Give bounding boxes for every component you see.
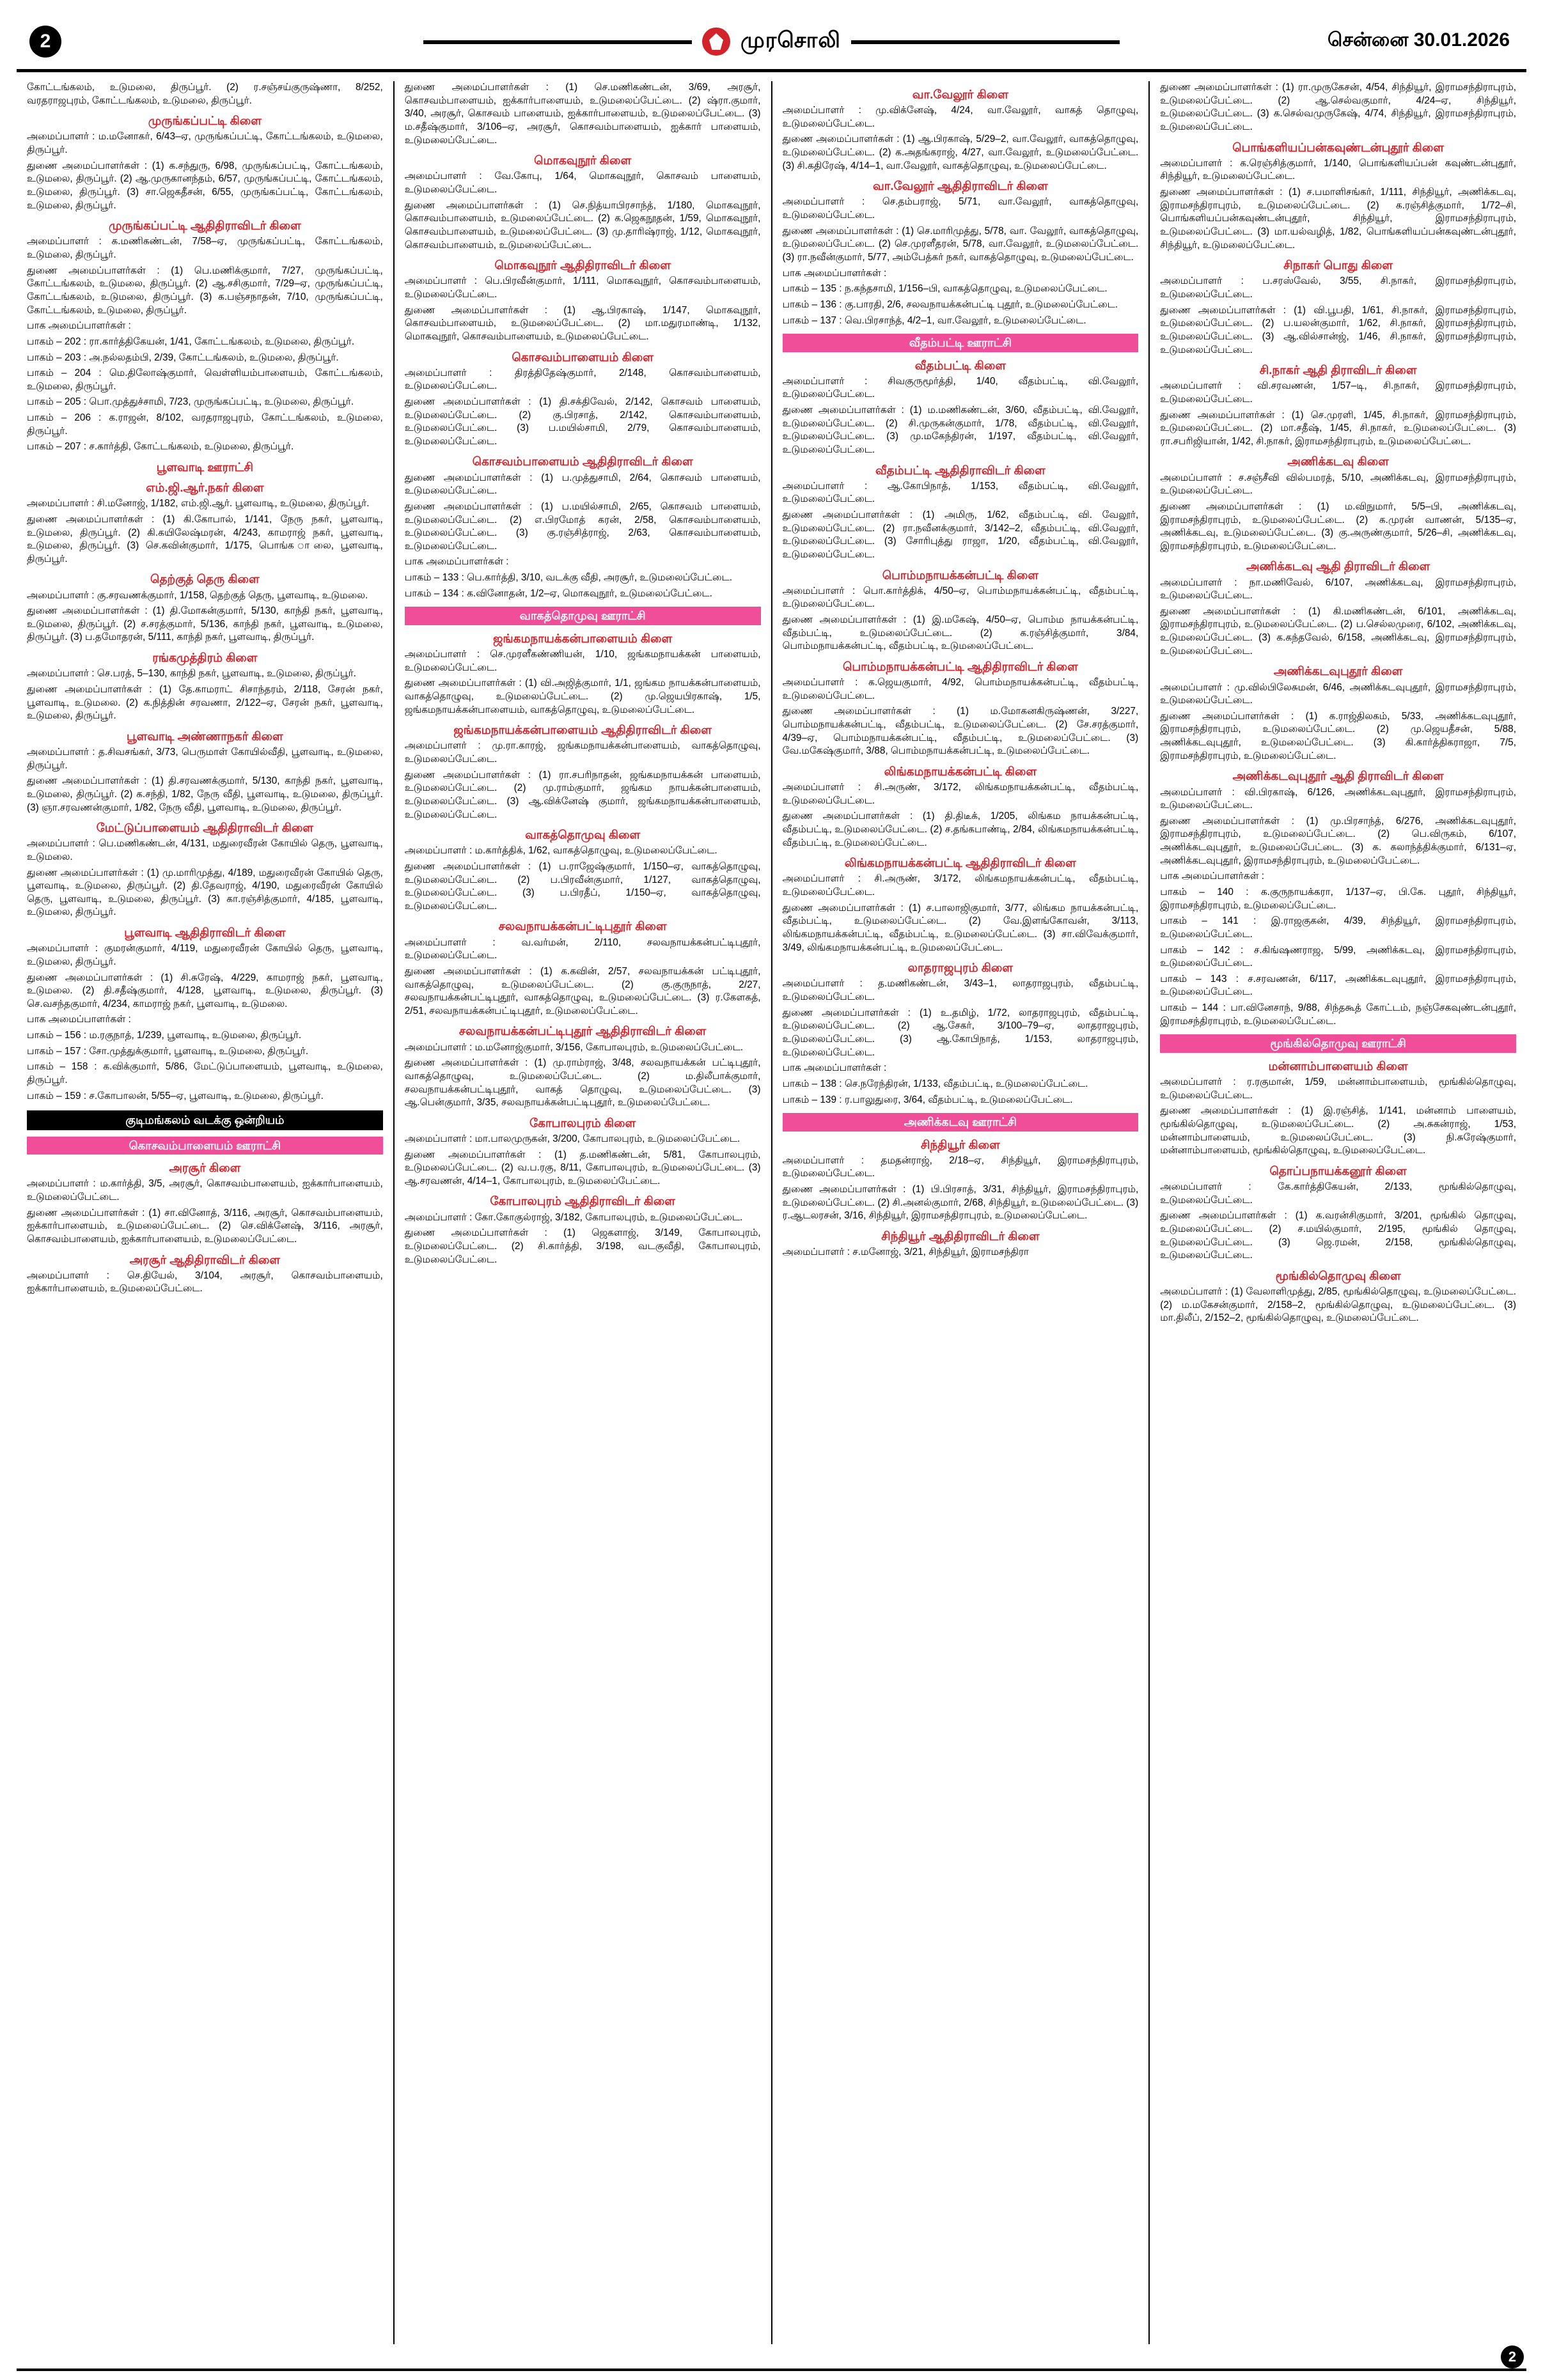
body-paragraph: துணை அமைப்பாளர்கள் : (1) கி.மணிகண்டன், 6/101, அணிக்கடவு, இராமசந்திராபுரம், உடுமலைப்பேட்டை. (2) ப.செல்லமுரை, 6/102, அணிக்கடவு, உடுமலைப்பேட்டை. (3) க.கந்தவேல், 6/158, அணிக்கடவு, இராமசந்திராபுரம், உடுமலைப்பேட்டை.: [1160, 605, 1516, 657]
branch-heading: சிந்தியூர் ஆதிதிராவிடர் கிளை: [881, 1229, 1040, 1243]
flame-logo-icon: [702, 27, 730, 56]
branch-heading: பூளவாடி அண்ணாநகர் கிளை: [127, 729, 283, 743]
body-paragraph: பாகம் – 142 : ச.கிங்ஷணராஜ, 5/99, அணிக்கடவு, இராமசந்திராபுரம், உடுமலைப்பேட்டை.: [1160, 944, 1516, 969]
body-paragraph: அமைப்பாளர் : மு.ரா.காரஜ், ஜங்கமநாயக்கன்பாளையம், வாகத்தொழுவு, உடுமலைப்பேட்டை.: [404, 740, 761, 765]
body-paragraph: அமைப்பாளர் : க.ரெஞ்சித்குமார், 1/140, பொங்களியப்பன் கவுண்டன்புதூர், சிந்தியூர், உடுமலைப்பேட்டை.: [1160, 157, 1516, 182]
body-paragraph: துணை அமைப்பாளர்கள் : (1) சி.சுரேஷ், 4/229, காமராஜ் நகர், பூளவாடி, உடுமலை. (2) தி.சதீஷ்குமார், 4/128, பூளவாடி, உடுமலை, திருப்பூர். (3) செ.வசந்தகுமார், 4/234, காமராஜ் நகர், பூளவாடி, உடுமலை.: [27, 972, 383, 1009]
body-paragraph: அமைப்பாளர் : மு.விக்னேஷ், 4/24, வா.வேலூர், வாகத் தொழுவு, உடுமலைப்பேட்டை.: [782, 105, 1139, 129]
body-paragraph: துணை அமைப்பாளர்கள் : (1) தி.மோகன்குமார், 5/130, காந்தி நகர், பூளவாடி, உடுமலை, திருப்பூர். (2) ச.சரத்குமார், 5/136, காந்தி நகர், பூளவாடி, உடுமலை, திருப்பூர். (3) ப.தமோதரன், 5/111, காந்தி நகர், பூளவாடி, திருப்பூர்.: [27, 605, 383, 643]
body-paragraph: பாகம் – 207 : ச.கார்த்தி, கோட்டங்கலம், உடுமலை, திருப்பூர்.: [27, 441, 294, 453]
body-paragraph: பாகம் – 140 : க.குருநாயக்கரா, 1/137–ஏ, பி.கே. புதூர், சிந்தியூர், இராமசந்திராபுரம், உடுமலைப்பேட்டை.: [1160, 886, 1516, 911]
branch-heading: கோபாலபுரம் ஆதிதிராவிடர் கிளை: [490, 1194, 675, 1208]
branch-heading: அரசூர் கிளை: [169, 1161, 241, 1175]
panchayat-heading: வீதம்பட்டி ஊராட்சி: [783, 334, 1139, 352]
body-paragraph: துணை அமைப்பாளர்கள் : (1) பெ.மணிக்குமார், 7/27, முருங்கப்பட்டி, கோட்டங்கலம், உடுமலை, திருப்பூர். (2) ஆ.சசிகுமார், 7/29–ஏ, முருங்கப்பட்டி, கோட்டங்கலம், உடுமலை, திருப்பூர். (3) க.பஞ்சநாதன், 7/10, முருங்கப்பட்டி, கோட்டங்கலம், உடுமலை, திருப்பூர்.: [27, 265, 383, 316]
panchayat-heading: கொசவம்பாளையம் ஊராட்சி: [27, 1137, 383, 1155]
panchayat-heading: வாகத்தொமுவு ஊராட்சி: [405, 607, 761, 625]
body-paragraph: துணை அமைப்பாளர்கள் : (1) ரா.சபரிநாதன், ஜங்கமநாயக்கன் பாளையம், உடுமலைப்பேட்டை. (2) மு.ராம்குமார், ஜங்கம நாயக்கன்பாளையம், உடுமலைப்பேட்டை. (3) ஆ.விக்னேஷ் குமார், ஜங்கமநாயக்கன்பாளையம், உடுமலைப்பேட்டை.: [404, 769, 761, 820]
branch-heading: சிநாகர் பொது கிளை: [1283, 258, 1393, 272]
body-paragraph: அமைப்பாளர் : சி.அருண், 3/172, லிங்கமநாயக்கன்பட்டி, வீதம்பட்டி, உடுமலைப்பேட்டை.: [782, 782, 1139, 806]
body-paragraph: அமைப்பாளர் : திரத்திதேஷ்குமார், 2/148, கொசவம்பாளையம், உடுமலைப்பேட்டை.: [404, 367, 761, 392]
body-paragraph: பாகம் – 159 : ச.கோபாலன், 5/55–ஏ, பூளவாடி, உடுமலை, திருப்பூர்.: [27, 1090, 324, 1101]
body-paragraph: துணை அமைப்பாளர்கள் : (1) ப.முத்துசாமி, 2/64, கொசவம் பாளையம், உடுமலைப்பேட்டை.: [404, 472, 761, 497]
footer-rule: [17, 2368, 1526, 2371]
body-paragraph: துணை அமைப்பாளர்கள் : (1) த.மணிகண்டன், 5/81, கோபாலபுரம், உடுமலைப்பேட்டை. (2) வ.ப.ரகு, 8/11, கோபாலபுரம், உடுமலைப்பேட்டை. (3) ஆ.சரவணன், 4/14–1, கோபாலபுரம், உடுமலைப்பேட்டை.: [404, 1149, 761, 1186]
branch-heading: மொகவுநூர் கிளை: [534, 153, 632, 167]
branch-heading: தொப்பநாயக்கனூர் கிளை: [1269, 1163, 1407, 1178]
column-container: [17, 81, 1526, 2344]
body-paragraph: துணை அமைப்பாளர்கள் : (1) ச.பமாளிசங்கர், 1/111, சிந்தியூர், அணிக்கடவு, இராமசந்திராபுரம், உடுமலைப்பேட்டை. (2) க.ரஞ்சித்குமார், 1/72–சி, பொங்களியப்பன்கவுண்டன்புதூர், சிந்தியூர், இராமசந்திராபுரம், உடுமலைப்பேட்டை. (3) மா.யல்வழித், 1/82, பொங்களியப்பன்கவுண்டன்புதூர், சிந்தியூர், உடுமலைப்பேட்டை.: [1160, 186, 1516, 251]
body-paragraph: அமைப்பாளர் : மு.வில்பிலேசுமன், 6/46, அணிக்கடவுபுதூர், இராமசந்திராபுரம், உடுமலைப்பேட்டை.: [1160, 681, 1516, 706]
body-paragraph: துணை அமைப்பாளர்கள் : (1) ப.ராஜேஷ்குமார், 1/150–ஏ, வாகத்தொழுவு, உடுமலைப்பேட்டை. (2) ப.பிரவீன்குமார், 1/127, வாகத்தொழுவு, உடுமலைப்பேட்டை. (3) ப.பிரதீப், 1/150–ஏ, வாகத்தொழுவு, உடுமலைப்பேட்டை.: [404, 860, 761, 912]
body-paragraph: அமைப்பாளர் : செ.தியேல், 3/104, அரசூர், கொசவம்பாளையம், ஐக்கார்பாளையம், உடுமலைப்பேட்டை.: [27, 1270, 383, 1295]
branch-heading: கொசவம்பாளையம் ஆதிதிராவிடர் கிளை: [472, 455, 693, 469]
body-paragraph: பாக அமைப்பாளர்கள் :: [404, 556, 509, 568]
body-paragraph: துணை அமைப்பாளர்கள் : (1) செ.நித்யாபிரசாந்த், 1/180, மொகவுநூர், கொசவம்பாளையம், உடுமலைப்பேட்டை. (2) க.ஜெகநூதன், 1/59, மொகவுநூர், கொசவம்பாளையம், உடுமலைப்பேட்டை. (3) மு.தாரிஷ்ராஜ், 1/12, மொகவுநூர், கொசவம்பாளையம், உடுமலைப்பேட்டை.: [404, 199, 761, 251]
body-paragraph: பாகம் – 158 : க.விக்குமார், 5/86, மேட்டுப்பாளையம், பூளவாடி, உடுமலை, திருப்பூர்.: [27, 1061, 383, 1085]
column-4: [1150, 81, 1526, 2344]
body-paragraph: அமைப்பாளர் : தமதன்ராஜ், 2/18–ஏ, சிந்தியூர், இராமசந்திராபுரம், உடுமலைப்பேட்டை.: [782, 1155, 1139, 1179]
body-paragraph: பாகம் – 204 : மெ.திலோஷ்குமார், வெள்ளியம்பாளையம், கோட்டங்கலம், உடுமலை, திருப்பூர்.: [27, 368, 383, 392]
body-paragraph: அமைப்பாளர் : பெ.மணிகண்டன், 4/131, மதுரைவீரன் கோயில் தெரு, பூளவாடி, உடுமலை.: [27, 838, 383, 862]
body-paragraph: துணை அமைப்பாளர்கள் : (1) க.வரன்சிகுமார், 3/201, மூங்கில் தொழுவு, உடுமலைப்பேட்டை. (2) ச.மயில்குமார், 2/195, மூங்கில் தொழுவு, உடுமலைப்பேட்டை. (3) ஜெ.ரமன், 2/158, மூங்கில்தொழுவு, உடுமலைப்பேட்டை.: [1160, 1210, 1516, 1261]
body-paragraph: துணை அமைப்பாளர்கள் : (1) ப.மயில்சாமி, 2/65, கொசவம் பாளையம், உடுமலைப்பேட்டை. (2) எ.பிரமோத் கரன், 2/58, கொசவம்பாளையம், உடுமலைப்பேட்டை. (3) கு.ரஞ்சித்ராஜ், 2/63, கொசவம்பாளையம், உடுமலைப்பேட்டை.: [404, 501, 761, 552]
body-paragraph: துணை அமைப்பாளர்கள் : (1) அமிரு, 1/62, வீதம்பட்டி, வி. வேலூர், உடுமலைப்பேட்டை. (2) ரா.நவீனக்குமார், 3/142–2, வீதம்பட்டி, வி.வேலூர், உடுமலைப்பேட்டை. (3) சோரிபுத்து ராஜா, 1/20, வீதம்பட்டி, வி.வேலூர், உடுமலைப்பேட்டை.: [782, 509, 1139, 561]
body-paragraph: பாகம் – 141 : இ.ராஜகுகன், 4/39, சிந்தியூர், இராமசந்திராபுரம், உடுமலைப்பேட்டை.: [1160, 915, 1516, 940]
body-paragraph: அமைப்பாளர் : சி.மனோஜ், 1/182, எம்.ஜி.ஆர். பூளவாடி, உடுமலை, திருப்பூர்.: [27, 498, 370, 509]
branch-heading: முருங்கப்பட்டி ஆதிதிராவிடர் கிளை: [109, 219, 301, 233]
body-paragraph: கோட்டங்கலம், உடுமலை, திருப்பூர். (2) ர.சஞ்சய்குருஷ்ணா, 8/252, வரதராஜபுரம், கோட்டங்கலம், உடுமலை, திருப்பூர்.: [27, 82, 383, 106]
branch-heading: சி.நாகர் ஆதி திராவிடர் கிளை: [1259, 363, 1417, 377]
branch-heading: சலவநாயக்கன்பட்டிபுதூர் ஆதிதிராவிடர் கிளை: [458, 1024, 707, 1038]
column-2: [395, 81, 772, 2344]
column-3: [772, 81, 1150, 2344]
body-paragraph: அமைப்பாளர் : செ.தம்பராஜ், 5/71, வா.வேலூர், வாகத்தொழுவு, உடுமலைப்பேட்டை.: [782, 196, 1139, 221]
branch-heading: மேட்டுப்பாளையம் ஆதிதிராவிடர் கிளை: [96, 821, 314, 835]
body-paragraph: துணை அமைப்பாளர்கள் : (1) வி.அஜித்குமார், 1/1, ஜங்கம நாயக்கன்பாளையம், வாகத்தொழுவு, உடுமலைப்பேட்டை. (2) மு.ஜெயபிரகாஷ், 1/5, ஜங்கமநாயக்கன்பாளையம், வாகத்தொழுவு, உடுமலைப்பேட்டை.: [404, 678, 761, 715]
branch-heading: அணிக்கடவு ஆதி திராவிடர் கிளை: [1246, 559, 1430, 573]
body-paragraph: பாகம் – 205 : பொ.முத்துச்சாமி, 7/23, முருங்கப்பட்டி, உடுமலை, திருப்பூர்.: [27, 396, 354, 408]
page-title: முரசொலி: [740, 27, 841, 52]
body-paragraph: அமைப்பாளர் : வி.சரவணன், 1/57–டி, சி.நாகர், இராமசந்திராபுரம், உடுமலைப்பேட்டை.: [1160, 380, 1516, 405]
branch-heading: அணிக்கடவு கிளை: [1287, 455, 1389, 469]
body-paragraph: துணை அமைப்பாளர்கள் : (1) ச.பாலாஜிகுமார், 3/77, லிங்கம நாயக்கன்பட்டி, வீதம்பட்டி, உடுமலைப்பேட்டை. (2) வே.இளங்கோவன், 3/113, லிங்கமநாயக்கன்பட்டி, வீதம்பட்டி, உடுமலைப்பேட்டை. (3) சா.விவேக்குமார், 3/49, லிங்கமநாயக்கன்பட்டி, உடுமலைப்பேட்டை.: [782, 902, 1139, 953]
body-paragraph: துணை அமைப்பாளர்கள் : (1) பி.பிரசாத், 3/31, சிந்தியூர், இராமசந்திராபுரம், உடுமலைப்பேட்டை. (2) சி.அனல்குமார், 2/68, சிந்தியூர், உடுமலைப்பேட்டை. (3) ர.ஆடலரசன், 3/16, சிந்தியூர், இராமசந்திராபுரம், உடுமலைப்பேட்டை.: [782, 1184, 1139, 1222]
body-paragraph: அமைப்பாளர் : வி.பிரகாஷ், 6/126, அணிக்கடவுபுதூர், இராமசந்திராபுரம், உடுமலைப்பேட்டை.: [1160, 786, 1516, 811]
masthead-rule-left: [423, 40, 692, 44]
body-paragraph: துணை அமைப்பாளர்கள் : (1) செ.மாரிமுத்து, 5/78, வா. வேலூர், வாகத்தொழுவு, உடுமலைப்பேட்டை. (2) செ.முரளீதரன், 5/78, வா.வேலூர், உடுமலைப்பேட்டை. (3) ரா.நவீன்குமார், 5/77, அம்பேத்கர் நகர், வாகத்தொழுவு, உடுமலைப்பேட்டை.: [782, 225, 1139, 263]
body-paragraph: பாகம் – 157 : சோ.முத்துக்குமார், பூளவாடி, உடுமலை, திருப்பூர்.: [27, 1045, 309, 1057]
body-paragraph: அமைப்பாளர் : செ.பரத், 5–130, காந்தி நகர், பூளவாடி, உடுமலை, திருப்பூர்.: [27, 668, 356, 680]
body-paragraph: துணை அமைப்பாளர்கள் : (1) செ.முரளி, 1/45, சி.நாகர், இராமசந்திராபுரம், உடுமலைப்பேட்டை. (2) மா.சதீஷ், 1/45, சி.நாகர், உடுமலைப்பேட்டை. (3) ரா.சபரிஜியான், 1/42, சி.நாகர், இராமசந்திராபுரம், உடுமலைப்பேட்டை.: [1160, 409, 1516, 447]
branch-heading: பூளவாடி ஆதிதிராவிடர் கிளை: [124, 926, 286, 940]
body-paragraph: அமைப்பாளர் : ம.மனோகர், 6/43–ஏ, முருங்கப்பட்டி, கோட்டங்கலம், உடுமலை, திருப்பூர்.: [27, 131, 383, 156]
branch-heading: வாகத்தொமுவு கிளை: [525, 828, 641, 842]
body-paragraph: பாகம் – 139 : ர.பாலுதுரை, 3/64, வீதம்பட்டி, உடுமலைப்பேட்டை.: [782, 1094, 1073, 1105]
body-paragraph: அமைப்பாளர் : ச.மனோஜ், 3/21, சிந்தியூர், இராமசந்திரா: [782, 1247, 1029, 1258]
body-paragraph: பாக அமைப்பாளர்கள் :: [27, 320, 131, 332]
branch-heading: வா.வேலூர் ஆதிதிராவிடர் கிளை: [873, 179, 1048, 193]
column-1: [17, 81, 395, 2344]
body-paragraph: துணை அமைப்பாளர்கள் : (1) சா.வினோத், 3/116, அரசூர், கொசவம்பாளையம், ஐக்கார்பாளையம், உடுமலைப்பேட்டை. (2) செ.விக்னேஷ், 3/116, அரசூர், கொசவம்பாளையம், ஐக்கார்பாளையம், உடுமலைப்பேட்டை.: [27, 1207, 383, 1245]
branch-heading: பூளவாடி ஊராட்சி: [156, 460, 254, 474]
body-paragraph: பாகம் – 137 : வெ.பிரசாந்த், 4/2–1, வா.வேலூர், உடுமலைப்பேட்டை.: [782, 315, 1086, 326]
body-paragraph: அமைப்பாளர் : வே.கோபு, 1/64, மொகவுநூர், கொசவம் பாளையம், உடுமலைப்பேட்டை.: [404, 171, 761, 195]
branch-heading: வீதம்பட்டி ஆதிதிராவிடர் கிளை: [875, 463, 1046, 477]
branch-heading: பொங்களியப்பன்கவுண்டன்புதூர் கிளை: [1232, 140, 1445, 154]
masthead-rule-right: [851, 40, 1120, 44]
masthead-title-group: [423, 27, 1120, 56]
panchayat-heading: மூங்கில்தொமுவு ஊராட்சி: [1160, 1034, 1516, 1053]
body-paragraph: துணை அமைப்பாளர்கள் : (1) ஆ.பிரகாஷ், 5/29–2, வா.வேலூர், வாகத்தொழுவு, உடுமலைப்பேட்டை. (2) க.அதங்கராஜ், 4/27, வா.வேலூர், உடுமலைப்பேட்டை. (3) சி.கதிரேஷ், 4/14–1, வா.வேலூர், வாகத்தொழுவு, உடுமலைப்பேட்டை.: [782, 134, 1139, 171]
body-paragraph: அமைப்பாளர் : செ.முரளீகண்ணியன், 1/10, ஜங்கமநாயக்கன் பாளையம், உடுமலைப்பேட்டை.: [404, 648, 761, 673]
body-paragraph: துணை அமைப்பாளர்கள் : (1) க.ராஜ்திலகம், 5/33, அணிக்கடவுபுதூர், இராமசந்திராபுரம், உடுமலைப்பேட்டை. (2) மு.ஜெயதீசன், 5/88, அணிக்கடவுபுதூர், உடுமலைப்பேட்டை. (3) கி.கார்த்திகராஜா, 7/5, இராமசந்திராபுரம், உடுமலைப்பேட்டை.: [1160, 710, 1516, 761]
body-paragraph: துணை அமைப்பாளர்கள் : (1) ஜெகளாஜ், 3/149, கோபாலபுரம், உடுமலைப்பேட்டை. (2) சி.கார்த்தி, 3/198, வடகுவீதி, கோபாலபுரம், உடுமலைப்பேட்டை.: [404, 1227, 761, 1265]
body-paragraph: பாக அமைப்பாளர்கள் :: [27, 1014, 131, 1025]
branch-heading: முருங்கப்பட்டி கிளை: [148, 114, 262, 128]
body-paragraph: துணை அமைப்பாளர்கள் : (1) ரா.முருகேசன், 4/54, சிந்தியூர், இராமசந்திராபுரம், உடுமலைப்பேட்டை. (2) ஆ.செல்வகுமார், 4/24–ஏ, சிந்தியூர், உடுமலைப்பேட்டை. (3) க.செல்வமுருகேஷ், 4/74, சிந்தியூர், இராமசந்திராபுரம், உடுமலைப்பேட்டை.: [1160, 82, 1516, 132]
body-paragraph: துணை அமைப்பாளர்கள் : (1) ம.மணிகண்டன், 3/60, வீதம்பட்டி, வி.வேலூர், உடுமலைப்பேட்டை. (2) சி.முருகன்குமார், 1/78, வீதம்பட்டி, வி.வேலூர், உடுமலைப்பேட்டை. (3) மு.மகேந்திரன், 1/197, வீதம்பட்டி, வி.வேலூர், உடுமலைப்பேட்டை.: [782, 405, 1139, 456]
body-paragraph: துணை அமைப்பாளர்கள் : (1) இ.ரஞ்சித், 1/141, மன்னாம் பாளையம், மூங்கில்தொழுவு, உடுமலைப்பேட்டை. (2) அ.சுகன்ராஜ், 1/53, மன்னாம்பாளையம், உடுமலைப்பேட்டை. (3) நி.சுரேஷ்குமார், மன்னாம்பாளையம், மூங்கில்தொழுவு, உடுமலைப்பேட்டை.: [1160, 1105, 1516, 1156]
body-paragraph: அமைப்பாளர் : க.ஜெயகுமார், 4/92, பொம்மநாயக்கன்பட்டி, வீதம்பட்டி, உடுமலைப்பேட்டை.: [782, 677, 1139, 701]
body-paragraph: துணை அமைப்பாளர்கள் : (1) உ.தமிழ், 1/72, லாதராஜபுரம், வீதம்பட்டி, உடுமலைப்பேட்டை. (2) ஆ.சேகர், 3/100–79–ஏ, லாதராஜபுரம், உடுமலைப்பேட்டை. (3) ஆ.கோபிநாத், 1/153, லாதராஜபுரம், உடுமலைப்பேட்டை.: [782, 1007, 1139, 1058]
body-paragraph: அமைப்பாளர் : ம.மனோஜ்குமார், 3/156, கோபாலபுரம், உடுமலைப்பேட்டை.: [404, 1041, 743, 1053]
branch-heading: லிங்கமநாயக்கன்பட்டி ஆதிதிராவிடர் கிளை: [844, 856, 1076, 870]
body-paragraph: அமைப்பாளர் : த.மணிகண்டன், 3/43–1, லாதராஜபுரம், வீதம்பட்டி, உடுமலைப்பேட்டை.: [782, 978, 1139, 1003]
body-paragraph: அமைப்பாளர் : (1) வேலாளிமுத்து, 2/85, மூங்கில்தொழுவு, உடுமலைப்பேட்டை. (2) ம.மகேசன்குமார், 2/158–2, மூங்கில்தொழுவு, உடுமலைப்பேட்டை. (3) மா.திலீப், 2/152–2, மூங்கில்தொழுவு, உடுமலைப்பேட்டை.: [1160, 1286, 1516, 1324]
branch-heading: சிந்தியூர் கிளை: [920, 1137, 1000, 1151]
body-paragraph: பாகம் – 206 : க.ராஜன், 8/102, வரதராஜபுரம், கோட்டங்கலம், உடுமலை, திருப்பூர்.: [27, 412, 383, 437]
body-paragraph: அமைப்பாளர் : ப.சரஸ்வேல், 3/55, சி.நாகர், இராமசந்திராபுரம், உடுமலைப்பேட்டை.: [1160, 276, 1516, 300]
branch-heading: எம்.ஜி.ஆர்.நகர் கிளை: [146, 481, 264, 495]
branch-heading: மொகவுநூர் ஆதிதிராவிடர் கிளை: [494, 258, 671, 272]
body-paragraph: அமைப்பாளர் : ம.கார்த்தி, 3/5, அரசூர், கொசவம்பாளையம், ஐக்கார்பாளையம், உடுமலைப்பேட்டை.: [27, 1178, 383, 1203]
branch-heading: கொசவம்பாளையம் கிளை: [512, 350, 654, 364]
body-paragraph: துணை அமைப்பாளர்கள் : (1) இ.மகேஷ், 4/50–ஏ, பொம்ம நாயக்கன்பட்டி, வீதம்பட்டி, உடுமலைப்பேட்டை. (2) க.ரஞ்சித்குமார், 3/84, பொம்மநாயக்கன்பட்டி, வீதம்பட்டி, உடுமலைப்பேட்டை.: [782, 614, 1139, 652]
body-paragraph: துணை அமைப்பாளர்கள் : (1) மு.ராம்ராஜ், 3/48, சலவநாயக்கன் பட்டிபுதூர், வாகத்தொழுவு, உடுமலைப்பேட்டை. (2) ம.திலீபாக்குமார், சலவநாயக்கன்பட்டிபுதூர், வாகத் தொழுவு, உடுமலைப்பேட்டை. (3) ஆ.பென்குமார், 3/35, சலவநாயக்கன்பட்டிபுதூர், உடுமலைப்பேட்டை.: [404, 1057, 761, 1108]
body-paragraph: துணை அமைப்பாளர்கள் : (1) க.சந்துரு, 6/98, முருங்கப்பட்டி, கோட்டங்கலம், உடுமலை, திருப்பூர். (2) ஆ.முருகானந்தம், 6/57, முருங்கப்பட்டி, கோட்டங்கலம், உடுமலை, திருப்பூர். (3) சா.ஜெகதீசன், 6/55, முருங்கப்பட்டி, கோட்டங்கலம், உடுமலை, திருப்பூர்.: [27, 160, 383, 211]
body-paragraph: அமைப்பாளர் : சிவகுருமூர்த்தி, 1/40, வீதம்பட்டி, வி.வேலூர், உடுமலைப்பேட்டை.: [782, 375, 1139, 400]
branch-heading: தெற்குத் தெரு கிளை: [150, 572, 260, 586]
branch-heading: மன்னாம்பாளையம் கிளை: [1268, 1059, 1408, 1073]
body-paragraph: துணை அமைப்பாளர்கள் : (1) தி.சரவணக்குமார், 5/130, காந்தி நகர், பூளவாடி, உடுமலை, திருப்பூர். (2) க.சந்தி, 1/82, நேரு வீதி, பூளவாடி, உடுமலை, திருப்பூர். (3) ஞா.சரவணன்குமார், 1/82, நேரு வீதி, பூளவாடி, உடுமலை, திருப்பூர்.: [27, 775, 383, 813]
body-paragraph: பாகம் – 133 : பெ.கார்த்தி, 3/10, வடக்கு வீதி, அரசூர், உடுமலைப்பேட்டை.: [404, 572, 732, 584]
body-paragraph: பாகம் – 138 : செ.நரேந்திரன், 1/133, வீதம்பட்டி, உடுமலைப்பேட்டை.: [782, 1078, 1088, 1089]
branch-heading: பொம்மநாயக்கன்பட்டி ஆதிதிராவிடர் கிளை: [842, 659, 1078, 673]
body-paragraph: அமைப்பாளர் : ம.கார்த்திக், 1/62, வாகத்தொழுவு, உடுமலைப்பேட்டை.: [404, 845, 717, 857]
body-paragraph: பாகம் – 136 : கு.பாரதி, 2/6, சலவநாயக்கன்பட்டி புதூர், உடுமலைப்பேட்டை.: [782, 299, 1118, 310]
branch-heading: அரசூர் ஆதிதிராவிடர் கிளை: [129, 1252, 281, 1266]
body-paragraph: பாக அமைப்பாளர்கள் :: [782, 267, 887, 279]
body-paragraph: பாகம் – 203 : அ.நல்லதம்பி, 2/39, கோட்டங்கலம், உடுமலை, திருப்பூர்.: [27, 352, 339, 363]
body-paragraph: துணை அமைப்பாளர்கள் : (1) ஆ.பிரகாஷ், 1/147, மொகவுநூர், கொசவம்பாளையம், உடுமலைப்பேட்டை. (2) மா.மதுரமாண்டி, 1/132, மொகவுநூர், கொசவம்பாளையம், உடுமலைப்பேட்டை.: [404, 304, 761, 342]
branch-heading: மூங்கில்தொமுவு கிளை: [1275, 1268, 1401, 1282]
branch-heading: ரங்கமுத்திரம் கிளை: [152, 651, 258, 665]
body-paragraph: அமைப்பாளர் : ர.ரகுமான், 1/59, மன்னாம்பாளையம், மூங்கில்தொழுவு, உடுமலைப்பேட்டை.: [1160, 1077, 1516, 1101]
body-paragraph: அமைப்பாளர் : கு.சரவணக்குமார், 1/158, தெற்குத் தெரு, பூளவாடி, உடுமலை.: [27, 589, 368, 601]
body-paragraph: அமைப்பாளர் : த.சிவசங்கர், 3/73, பெருமாள் கோயில்வீதி, பூளவாடி, உடுமலை, திருப்பூர்.: [27, 746, 383, 771]
body-paragraph: துணை அமைப்பாளர்கள் : (1) வி.பூபதி, 1/61, சி.நாகர், இராமசந்திராபுரம், உடுமலைப்பேட்டை. (2) ப.யலன்குமார், 1/62, சி.நாகர், இராமசந்திராபுரம், உடுமலைப்பேட்டை. (3) ஆ.வில்சான்ஜ், 1/46, சி.நாகர், இராமசந்திராபுரம், உடுமலைப்பேட்டை.: [1160, 304, 1516, 355]
body-paragraph: பாகம் – 135 : ந.கந்தசாமி, 1/156–பி, வாகத்தொழுவு, உடுமலைப்பேட்டை.: [782, 283, 1108, 295]
branch-heading: லிங்கமநாயக்கன்பட்டி கிளை: [884, 764, 1037, 778]
body-paragraph: துணை அமைப்பாளர்கள் : (1) கி.கோபால், 1/141, நேரு நகர், பூளவாடி, உடுமலை, திருப்பூர். (2) கி.கயிலேஷ்மரன், 4/243, காமராஜ் நகர், பூளவாடி, உடுமலை, திருப்பூர். (3) செ.கவின்குமார், 1/175, பொங்க ாலை, பூளவாடி, திருப்பூர்.: [27, 513, 383, 564]
body-paragraph: துணை அமைப்பாளர்கள் : (1) தி.சக்திவேல், 2/142, கொசவம் பாளையம், உடுமலைப்பேட்டை. (2) கு.பிரசாத், 2/142, கொசவம்பாளையம், உடுமலைப்பேட்டை. (3) ப.மயில்சாமி, 2/79, கொசவம்பாளையம், உடுமலைப்பேட்டை.: [404, 396, 761, 447]
body-paragraph: துணை அமைப்பாளர்கள் : (1) ம.மோகனகிருஷ்ணன், 3/227, பொம்மநாயக்கன்பட்டி, வீதம்பட்டி, உடுமலைப்பேட்டை. (2) சே.சரத்குமார், 4/39–ஏ, பொம்மநாயக்கன்பட்டி, வீதம்பட்டி, உடுமலைப்பேட்டை. (3) வே.மகேஷ்குமார், 3/88, பொம்மநாயக்கன்பட்டி, உடுமலைப்பேட்டை.: [782, 706, 1139, 757]
body-paragraph: பாகம் – 202 : ரா.கார்த்திகேயன், 1/41, கோட்டங்கலம், உடுமலை, திருப்பூர்.: [27, 336, 355, 347]
branch-heading: அணிக்கடவுபுதூர் ஆதி திராவிடர் கிளை: [1232, 769, 1444, 783]
page-number-badge-bottom: 2: [1501, 2345, 1524, 2368]
body-paragraph: துணை அமைப்பாளர்கள் : (1) மு.பிரசாந்த், 6/276, அணிக்கடவுபுதூர், இராமசந்திராபுரம், உடுமலைப்பேட்டை. (2) பெ.விருகம், 6/107, அணிக்கடவுபுதூர், உடுமலைப்பேட்டை. (3) க. கலாந்த்திக்குமார், 6/131–ஏ, அணிக்கடவுபுதூர், இராமசந்திராபுரம், உடுமலைப்பேட்டை.: [1160, 815, 1516, 866]
edition-date: சென்னை 30.01.2026: [1327, 29, 1510, 51]
body-paragraph: பாக அமைப்பாளர்கள் :: [1160, 871, 1265, 882]
body-paragraph: துணை அமைப்பாளர்கள் : (1) தி.திடீக், 1/205, லிங்கம நாயக்கன்பட்டி, வீதம்பட்டி, உடுமலைப்பேட்டை. (2) ச.தங்கபாண்டி, 2/84, லிங்கமநாயக்கன்பட்டி, வீதம்பட்டி, உடுமலைப்பேட்டை.: [782, 811, 1139, 848]
body-paragraph: பாக அமைப்பாளர்கள் :: [782, 1062, 887, 1074]
body-paragraph: அமைப்பாளர் : பொ.கார்த்திக், 4/50–ஏ, பொம்மநாயக்கன்பட்டி, வீதம்பட்டி, உடுமலைப்பேட்டை.: [782, 585, 1139, 610]
body-paragraph: துணை அமைப்பாளர்கள் : (1) தே.காமராட் சிசாந்தரம், 2/118, சேரன் நகர், பூளவாடி, உடுமலை. (2) க.நித்தின் சரவணா, 2/122–ஏ, சேரன் நகர், பூளவாடி, உடுமலை, திருப்பூர்.: [27, 683, 383, 722]
body-paragraph: பாகம் – 143 : ச.சரவணன், 6/117, அணிக்கடவுபுதூர், இராமசந்திராபுரம், உடுமலைப்பேட்டை.: [1160, 973, 1516, 998]
body-paragraph: பாகம் – 156 : ம.ரகுநாத், 1/239, பூளவாடி, உடுமலை, திருப்பூர்.: [27, 1030, 302, 1041]
body-paragraph: அமைப்பாளர் : ஆ.கோபிநாத், 1/153, வீதம்பட்டி, வி.வேலூர், உடுமலைப்பேட்டை.: [782, 480, 1139, 505]
body-paragraph: அமைப்பாளர் : நா.மணிவேல், 6/107, அணிக்கடவு, இராமசந்திராபுரம், உடுமலைப்பேட்டை.: [1160, 577, 1516, 602]
body-paragraph: அமைப்பாளர் : குமரன்குமார், 4/119, மதுரைவீரன் கோயில் தெரு, பூளவாடி, உடுமலை, திருப்பூர்.: [27, 943, 383, 967]
body-paragraph: அமைப்பாளர் : கே.கார்த்திகேயன், 2/133, மூங்கில்தொழுவு, உடுமலைப்பேட்டை.: [1160, 1181, 1516, 1206]
body-paragraph: துணை அமைப்பாளர்கள் : (1) செ.மணிகண்டன், 3/69, அரசூர், கொசவம்பாளையம், ஐக்கார்பாளையம், உடுமலைப்பேட்டை. (2) ஷ்ரா.குமார், 3/40, அரசூர், கொசவம் பாளையம், ஐக்கார்பாளையம், உடுமலைப்பேட்டை. (3) ம.சதீஷ்குமார், 3/106–ஏ, அரசூர், கொசவம்பாளையம், ஐக்கார் பாளையம், உடுமலைப்பேட்டை.: [404, 82, 761, 146]
branch-heading: கோபாலபுரம் கிளை: [529, 1116, 636, 1130]
body-paragraph: பாகம் – 144 : பா.வினேசாந், 9/88, சிந்தகூத் கோட்டம், நஞ்சேகவுண்டன்புதூர், இராமசந்திராபுரம், உடுமலைப்பேட்டை.: [1160, 1002, 1516, 1027]
branch-heading: வா.வேலூர் கிளை: [912, 88, 1008, 101]
body-paragraph: அமைப்பாளர் : வ.வர்மன், 2/110, சலவநாயக்கன்பட்டிபுதூர், உடுமலைப்பேட்டை.: [404, 937, 761, 961]
body-paragraph: அமைப்பாளர் : ச.சஞ்சீவி வில்பமரத், 5/10, அணிக்கடவு, இராமசந்திராபுரம், உடுமலைப்பேட்டை.: [1160, 472, 1516, 497]
body-paragraph: அமைப்பாளர் : மா.பாலமுருகன், 3/200, கோபாலபுரம், உடுமலைப்பேட்டை.: [404, 1133, 740, 1144]
branch-heading: லாதராஜபுரம் கிளை: [907, 961, 1014, 975]
body-paragraph: துணை அமைப்பாளர்கள் : (1) மு.மாரிமுத்து, 4/189, மதுரைவீரன் கோயில் தெரு, பூளவாடி, உடுமலை, திருப்பூர். (2) தி.தேவராஜ், 4/190, மதுரைவீரன் கோயில் தெரு, பூளவாடி, உடுமலை, திருப்பூர். (3) கா.ரஞ்சித்குமார், 4/185, பூளவாடி, உடுமலை, திருப்பூர்.: [27, 867, 383, 918]
body-paragraph: அமைப்பாளர் : சி.அருண், 3/172, லிங்கமநாயக்கன்பட்டி, வீதம்பட்டி, உடுமலைப்பேட்டை.: [782, 873, 1139, 898]
body-paragraph: துணை அமைப்பாளர்கள் : (1) ம.விநுமார், 5/5–பி, அணிக்கடவு, இராமசந்திராபுரம், உடுமலைப்பேட்டை. (2) க.முரன் வாணன், 5/135–ஏ, அணிக்கடவு, உடுமலைப்பேட்டை. (3) கு.அருண்குமார், 5/26–சி, அணிக்கடவு, இராமசந்திராபுரம், உடுமலைப்பேட்டை.: [1160, 501, 1516, 552]
branch-heading: சலவநாயக்கன்பட்டிபுதூர் கிளை: [498, 919, 667, 933]
branch-heading: பொம்மநாயக்கன்பட்டி கிளை: [882, 568, 1039, 582]
branch-heading: வீதம்பட்டி கிளை: [914, 358, 1006, 372]
masthead: [17, 14, 1526, 72]
body-paragraph: துணை அமைப்பாளர்கள் : (1) க.கவின், 2/57, சலவநாயக்கன் பட்டிபுதூர், வாகத்தொழுவு, உடுமலைப்பேட்டை. (2) கு.குருநாத், 2/27, சலவநாயக்கன்பட்டிபுதூர், வாகத்தொழுவு, உடுமலைப்பேட்டை. (3) ர.கேளகத், 2/51, சலவநாயக்கன்பட்டிபுதூர், உடுமலைப்பேட்டை.: [404, 965, 761, 1016]
branch-heading: ஜங்கமநாயக்கன்பாளையம் ஆதிதிராவிடர் கிளை: [453, 723, 712, 737]
body-paragraph: அமைப்பாளர் : பெ.பிரவீன்குமார், 1/111, மொகவுநூர், கொசவம்பாளையம், உடுமலைப்பேட்டை.: [404, 276, 761, 300]
body-paragraph: அமைப்பாளர் : க.மணிகண்டன், 7/58–ஏ, முருங்கப்பட்டி, கோட்டங்கலம், உடுமலை, திருப்பூர்.: [27, 236, 383, 261]
panchayat-heading: அணிக்கடவு ஊராட்சி: [783, 1113, 1139, 1132]
page-number-badge-top: 2: [29, 26, 61, 58]
union-heading: குடிமங்கலம் வடக்கு ஒன்றியம்: [27, 1110, 383, 1130]
body-paragraph: பாகம் – 134 : க.வினோதன், 1/2–ஏ, மொகவுநூர், உடுமலைப்பேட்டை.: [404, 587, 712, 599]
branch-heading: ஜங்கமநாயக்கன்பாளையம் கிளை: [493, 631, 673, 645]
branch-heading: அணிக்கடவுபுதூர் கிளை: [1273, 664, 1403, 678]
body-paragraph: அமைப்பாளர் : கோ.கோகுல்ராஜ், 3/182, கோபாலபுரம், உடுமலைப்பேட்டை.: [404, 1211, 743, 1223]
